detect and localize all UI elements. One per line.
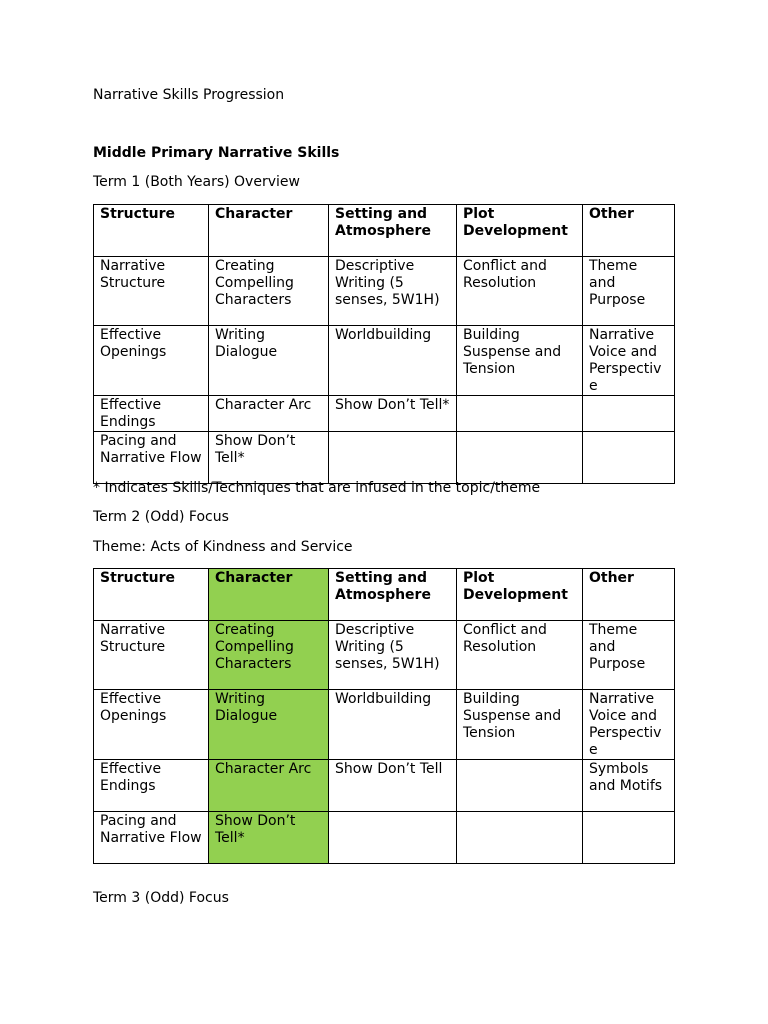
table-cell: Creating Compelling Characters	[209, 257, 329, 326]
table-cell: Show Don’t Tell	[329, 760, 457, 812]
table-cell: Theme and Purpose	[583, 621, 675, 690]
table-cell	[329, 432, 457, 484]
table-row	[94, 621, 675, 690]
footnote: * Indicates Skills/Techniques that are infused in the topic/theme	[93, 480, 541, 496]
table-cell: Building Suspense and Tension	[457, 326, 583, 396]
theme-line: Theme: Acts of Kindness and Service	[93, 539, 353, 555]
table-cell: Character Arc	[209, 760, 329, 812]
column-header-character: Character	[209, 569, 329, 621]
table-cell	[329, 812, 457, 864]
table-cell: Show Don’t Tell*	[209, 812, 329, 864]
table-cell: Narrative Structure	[94, 621, 209, 690]
table-cell	[583, 396, 675, 432]
table-cell: Effective Endings	[94, 396, 209, 432]
table-row	[94, 690, 675, 760]
table-cell: Writing Dialogue	[209, 326, 329, 396]
table-cell: Show Don’t Tell*	[329, 396, 457, 432]
table-cell: Building Suspense and Tension	[457, 690, 583, 760]
table-cell: Effective Endings	[94, 760, 209, 812]
column-header-setting: Setting and Atmosphere	[329, 569, 457, 621]
table-cell: Pacing and Narrative Flow	[94, 812, 209, 864]
table-row	[94, 326, 675, 396]
table-cell	[457, 812, 583, 864]
table-cell: Descriptive Writing (5 senses, 5W1H)	[329, 257, 457, 326]
table-header-row	[94, 205, 675, 257]
table-cell: Writing Dialogue	[209, 690, 329, 760]
table-cell: Conflict and Resolution	[457, 257, 583, 326]
table-cell: Creating Compelling Characters	[209, 621, 329, 690]
table-cell: Show Don’t Tell*	[209, 432, 329, 484]
term1-heading: Term 1 (Both Years) Overview	[93, 174, 300, 190]
column-header-setting: Setting and Atmosphere	[329, 205, 457, 257]
table-cell: Worldbuilding	[329, 690, 457, 760]
table-row	[94, 257, 675, 326]
column-header-structure: Structure	[94, 569, 209, 621]
table-cell	[583, 812, 675, 864]
table-cell: Narrative Voice and Perspective	[583, 326, 675, 396]
table-cell	[583, 432, 675, 484]
table-cell: Conflict and Resolution	[457, 621, 583, 690]
term2-heading: Term 2 (Odd) Focus	[93, 509, 229, 525]
table-cell: Symbols and Motifs	[583, 760, 675, 812]
document-title: Narrative Skills Progression	[93, 87, 285, 103]
table-cell: Narrative Voice and Perspective	[583, 690, 675, 760]
column-header-other: Other	[583, 205, 675, 257]
column-header-plot: Plot Development	[457, 205, 583, 257]
table-row	[94, 396, 675, 432]
term3-heading: Term 3 (Odd) Focus	[93, 890, 229, 906]
table-cell: Theme and Purpose	[583, 257, 675, 326]
table-row	[94, 432, 675, 484]
table-cell: Worldbuilding	[329, 326, 457, 396]
column-header-structure: Structure	[94, 205, 209, 257]
table-cell	[457, 760, 583, 812]
table-cell: Descriptive Writing (5 senses, 5W1H)	[329, 621, 457, 690]
term2-skills-table	[93, 568, 675, 864]
column-header-character: Character	[209, 205, 329, 257]
term1-skills-table	[93, 204, 675, 484]
table-cell: Pacing and Narrative Flow	[94, 432, 209, 484]
table-cell: Effective Openings	[94, 326, 209, 396]
column-header-other: Other	[583, 569, 675, 621]
table-cell: Effective Openings	[94, 690, 209, 760]
column-header-plot: Plot Development	[457, 569, 583, 621]
section-heading: Middle Primary Narrative Skills	[93, 145, 340, 161]
table-cell	[457, 432, 583, 484]
table-row	[94, 760, 675, 812]
table-row	[94, 812, 675, 864]
table-cell: Character Arc	[209, 396, 329, 432]
table-header-row	[94, 569, 675, 621]
table-cell	[457, 396, 583, 432]
table-cell: Narrative Structure	[94, 257, 209, 326]
